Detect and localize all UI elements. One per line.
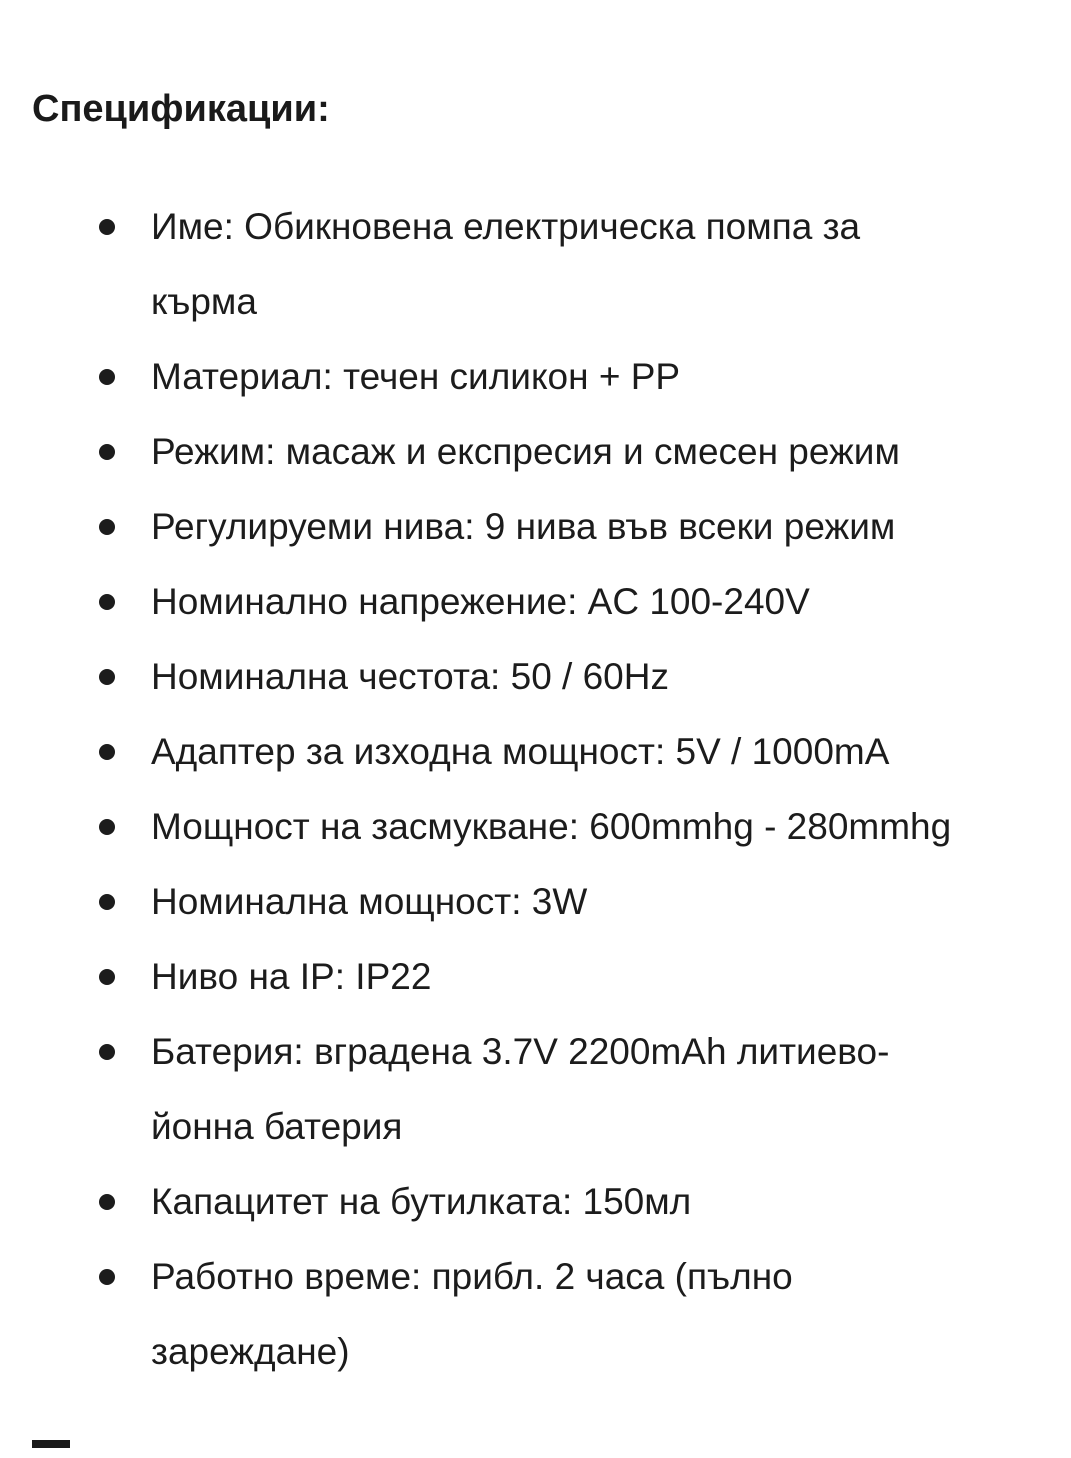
bullet-icon [99, 594, 115, 610]
bullet-icon [99, 219, 115, 235]
bullet-icon [99, 894, 115, 910]
spec-item-text: Материал: течен силикон + PP [151, 356, 681, 397]
bullet-icon [99, 519, 115, 535]
spec-item-text: Работно време: прибл. 2 часа (пълно зареждане) [151, 1256, 793, 1372]
bullet-icon [99, 1269, 115, 1285]
spec-item-text: Номинална мощност: 3W [151, 881, 588, 922]
specifications-list [0, 189, 1071, 1389]
spec-item-text: Адаптер за изходна мощност: 5V / 1000mA [151, 731, 890, 772]
spec-item-text: Капацитет на бутилката: 150мл [151, 1181, 692, 1222]
spec-item-mode [0, 414, 1071, 489]
spec-item-power [0, 864, 1071, 939]
spec-item-voltage [0, 564, 1071, 639]
spec-item-name [0, 189, 1071, 339]
bullet-icon [99, 744, 115, 760]
spec-item-adapter [0, 714, 1071, 789]
spec-item-levels [0, 489, 1071, 564]
bullet-icon [99, 1044, 115, 1060]
spec-item-text: Мощност на засмукване: 600mmhg - 280mmhg [151, 806, 952, 847]
bullet-icon [99, 819, 115, 835]
spec-item-text: Ниво на IP: IP22 [151, 956, 432, 997]
spec-item-material [0, 339, 1071, 414]
spec-item-battery [0, 1014, 1071, 1164]
specifications-heading: Спецификации: [32, 88, 330, 130]
bullet-icon [99, 369, 115, 385]
bullet-icon [99, 444, 115, 460]
spec-item-text: Номинална честота: 50 / 60Hz [151, 656, 669, 697]
spec-item-text: Номинално напрежение: AC 100-240V [151, 581, 810, 622]
spec-item-working-time [0, 1239, 1071, 1389]
spec-item-bottle-capacity [0, 1164, 1071, 1239]
spec-item-text: Батерия: вградена 3.7V 2200mAh литиево- йонна батерия [151, 1031, 890, 1147]
spec-item-suction [0, 789, 1071, 864]
spec-item-ip-level [0, 939, 1071, 1014]
spec-item-text: Регулируеми нива: 9 нива във всеки режим [151, 506, 896, 547]
bullet-icon [99, 669, 115, 685]
bullet-icon [99, 969, 115, 985]
spec-item-text: Режим: масаж и експресия и смесен режим [151, 431, 900, 472]
spec-item-text: Име: Обикновена електрическа помпа за кърма [151, 206, 861, 322]
next-section-heading-fragment [32, 1440, 70, 1448]
bullet-icon [99, 1194, 115, 1210]
spec-item-frequency [0, 639, 1071, 714]
